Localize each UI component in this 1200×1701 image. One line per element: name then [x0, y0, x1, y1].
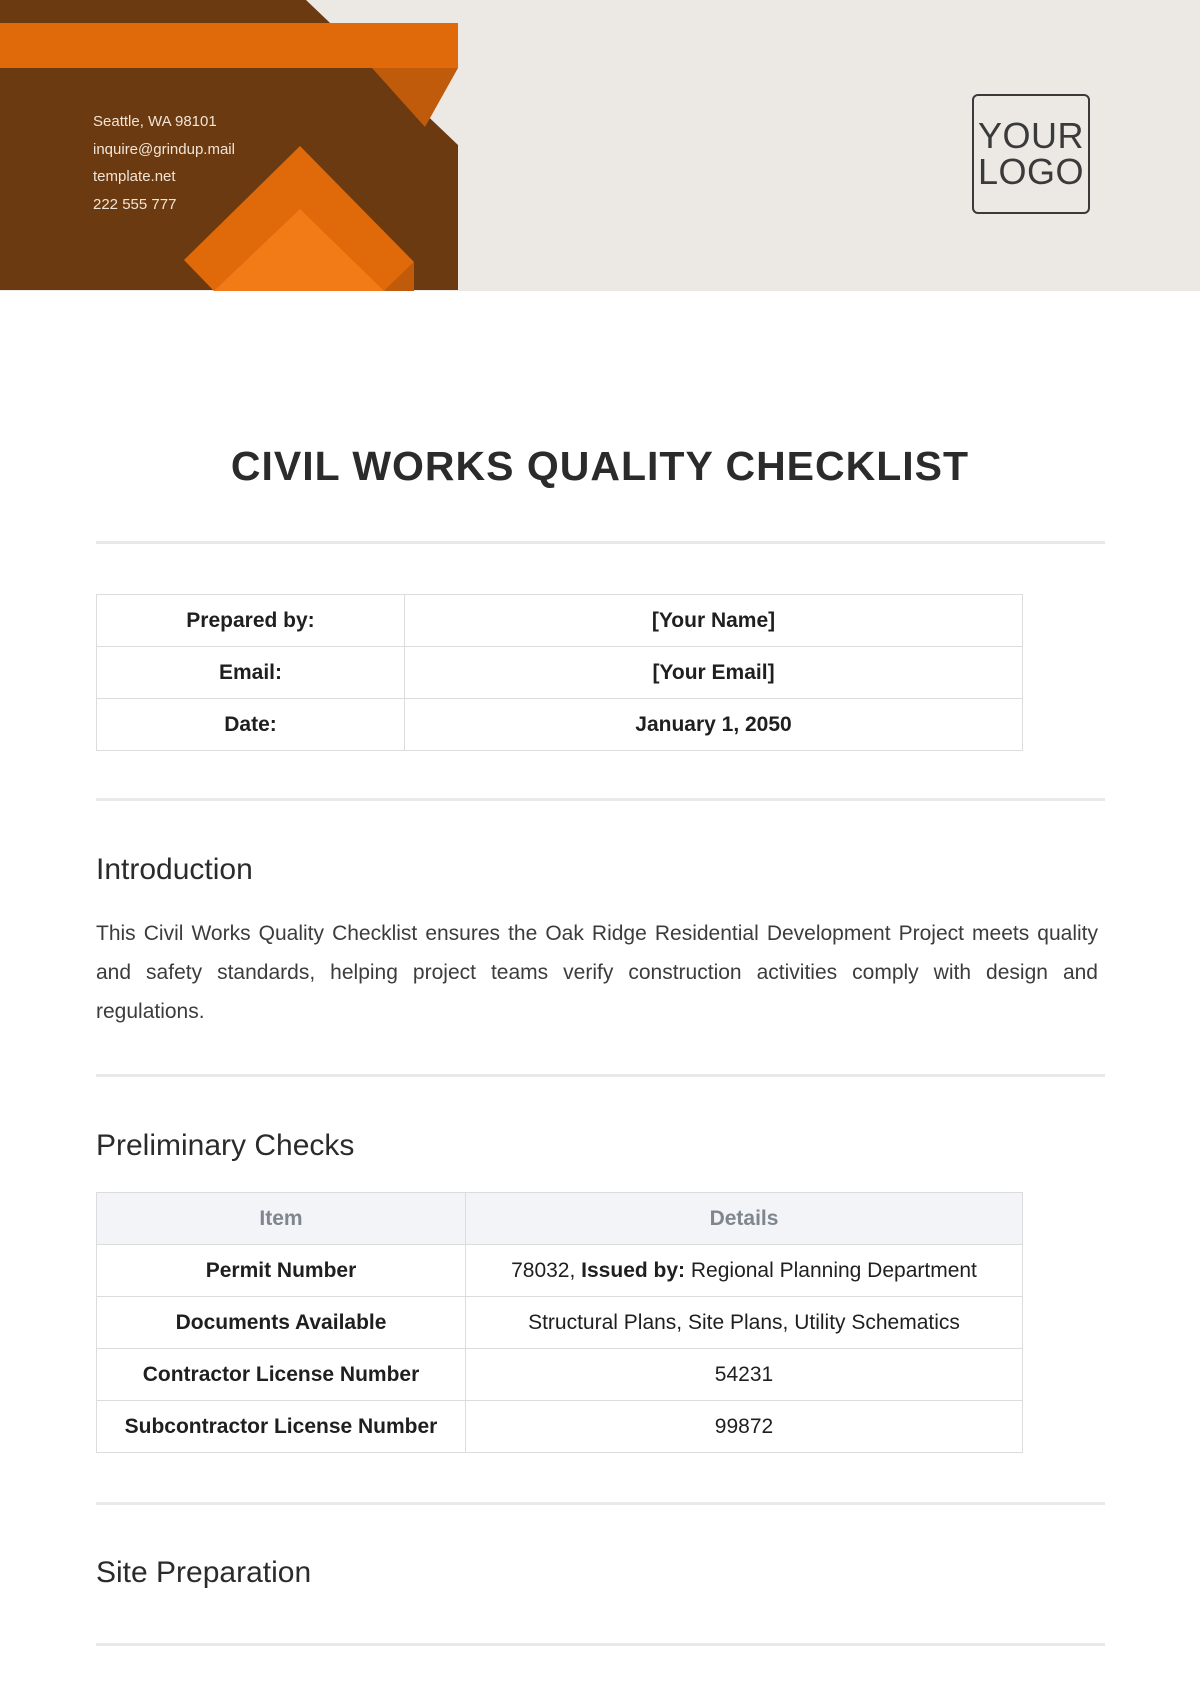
- table-row: [97, 1401, 1023, 1453]
- detail-cell: Structural Plans, Site Plans, Utility Schematics: [466, 1297, 1023, 1349]
- table-row: [97, 647, 1023, 699]
- prepared-by-value: [Your Name]: [405, 595, 1023, 647]
- detail-cell: [466, 1245, 1023, 1297]
- column-header-details: Details: [466, 1193, 1023, 1245]
- preliminary-checks-heading: Preliminary Checks: [96, 1129, 355, 1162]
- site-preparation-heading: Site Preparation: [96, 1556, 312, 1589]
- preliminary-checks-table: [96, 1192, 1023, 1453]
- header-banner: [0, 0, 1200, 291]
- detail-prefix: 78032,: [511, 1258, 582, 1282]
- table-row: [97, 1297, 1023, 1349]
- detail-suffix: Regional Planning Department: [685, 1258, 977, 1282]
- divider: [96, 1643, 1105, 1646]
- table-row: [97, 1245, 1023, 1297]
- item-cell: Contractor License Number: [97, 1349, 466, 1401]
- divider: [96, 798, 1105, 801]
- column-header-item: Item: [97, 1193, 466, 1245]
- logo-placeholder: [972, 94, 1090, 214]
- contact-phone: 222 555 777: [93, 195, 177, 213]
- contact-address: Seattle, WA 98101: [93, 113, 217, 130]
- introduction-body: This Civil Works Quality Checklist ensures the Oak Ridge Residential Development Project meets quality and safety standards, helping project teams verify construction activities comply with design and regulations.: [96, 922, 1098, 1023]
- detail-cell: 54231: [466, 1349, 1023, 1401]
- introduction-heading: Introduction: [96, 853, 253, 886]
- item-cell: Permit Number: [97, 1245, 466, 1297]
- email-value: [Your Email]: [405, 647, 1023, 699]
- detail-cell: 99872: [466, 1401, 1023, 1453]
- table-row: [97, 699, 1023, 751]
- item-cell: Documents Available: [97, 1297, 466, 1349]
- table-row: [97, 595, 1023, 647]
- detail-bold: Issued by:: [581, 1258, 686, 1282]
- document-title: CIVIL WORKS QUALITY CHECKLIST: [230, 443, 970, 489]
- table-header-row: [97, 1193, 1023, 1245]
- prepared-by-label: Prepared by:: [97, 595, 405, 647]
- logo-line-1: YOUR: [977, 115, 1084, 156]
- contact-info: [93, 108, 235, 218]
- divider: [96, 1502, 1105, 1505]
- contact-website: template.net: [93, 168, 176, 185]
- email-label: Email:: [97, 647, 405, 699]
- date-value: January 1, 2050: [405, 699, 1023, 751]
- date-label: Date:: [97, 699, 405, 751]
- table-row: [97, 1349, 1023, 1401]
- divider: [96, 1074, 1105, 1077]
- logo-line-2: LOGO: [977, 151, 1085, 192]
- item-cell: Subcontractor License Number: [97, 1401, 466, 1453]
- divider: [96, 541, 1105, 544]
- contact-email: inquire@grindup.mail: [93, 140, 235, 158]
- info-table: [96, 594, 1023, 751]
